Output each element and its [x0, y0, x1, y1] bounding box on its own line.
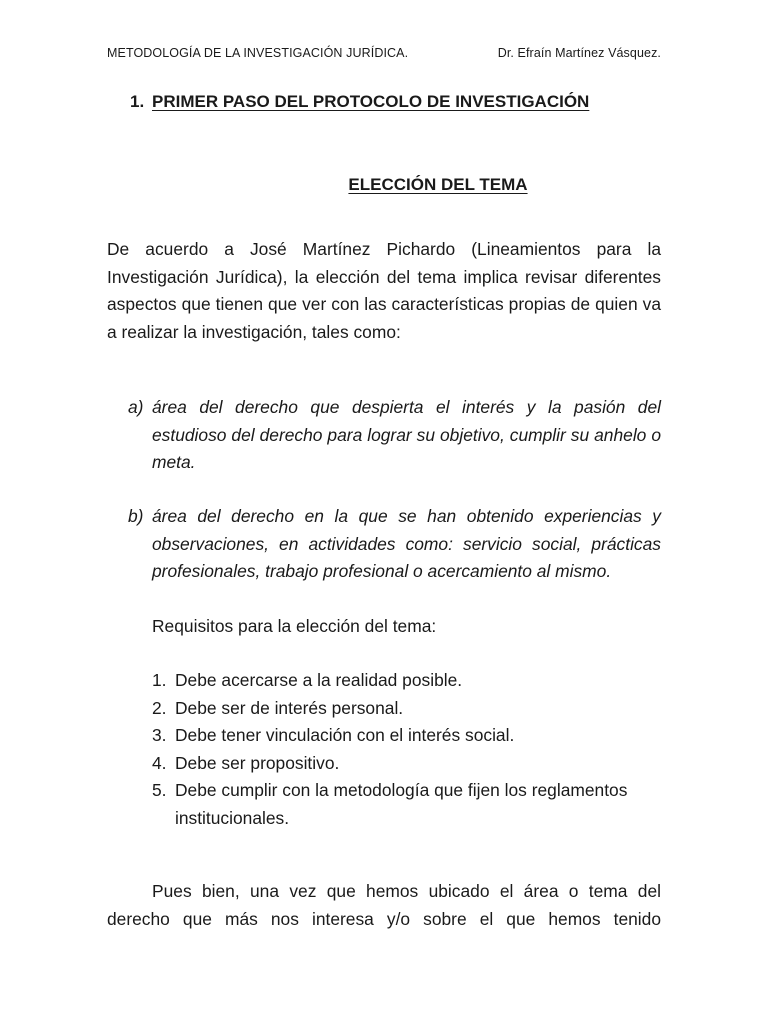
chapter-heading [130, 92, 589, 112]
header-author: Dr. Efraín Martínez Vásquez. [497, 46, 661, 60]
aspect-item [128, 503, 661, 586]
requirement-item [152, 667, 661, 695]
requirement-text: Debe ser propositivo. [175, 752, 340, 773]
aspect-marker: b) [128, 506, 144, 526]
requirement-marker: 4. [152, 752, 167, 773]
requirement-text: Debe tener vinculación con el interés social. [175, 725, 515, 745]
aspect-list-a [128, 394, 661, 477]
aspect-marker: a) [128, 397, 144, 417]
section-heading [107, 175, 661, 195]
header-course-title: METODOLOGÍA DE LA INVESTIGACIÓN JURÍDICA. [107, 46, 409, 60]
aspect-text: área del derecho que despierta el interés y la pasión del estudioso del derecho para lograr su objetivo, cumplir su anhelo o meta. [152, 397, 661, 472]
requirement-marker: 5. [152, 780, 167, 800]
requirements-list [152, 667, 661, 832]
requirement-text: Debe ser de interés personal. [175, 697, 404, 718]
requirement-item [152, 750, 661, 778]
requirement-marker: 2. [152, 697, 167, 718]
requirement-marker: 3. [152, 725, 167, 745]
requirements-title: Requisitos para la elección del tema: [152, 616, 437, 636]
requirement-marker: 1. [152, 670, 167, 690]
closing-paragraph: Pues bien, una vez que hemos ubicado el área o tema del derecho que más nos interesa y/o sobre el que hemos tenido [107, 881, 661, 929]
section-title: ELECCIÓN DEL TEMA [348, 175, 528, 194]
requirement-text: Debe cumplir con la metodología que fijen los reglamentos institucionales. [175, 780, 628, 828]
aspect-text: área del derecho en la que se han obtenido experiencias y observaciones, en actividades como: servicio social, prácticas profesionales, trabajo profesional o acercamiento al mismo. [152, 506, 661, 581]
running-header [107, 46, 661, 60]
requirement-text: Debe acercarse a la realidad posible. [175, 670, 463, 690]
requirement-item [152, 695, 661, 723]
requirement-item [152, 722, 661, 750]
aspect-list-b [128, 503, 661, 586]
aspect-item [128, 394, 661, 477]
chapter-number: 1. [130, 92, 145, 111]
intro-paragraph: De acuerdo a José Martínez Pichardo (Lineamientos para la Investigación Jurídica), la elección del tema implica revisar diferentes aspectos que tienen que ver con las características propias de quien va a realizar la investigación, tales como: [107, 239, 661, 342]
requirement-item [152, 777, 661, 832]
chapter-title: PRIMER PASO DEL PROTOCOLO DE INVESTIGACIÓN [152, 92, 590, 111]
